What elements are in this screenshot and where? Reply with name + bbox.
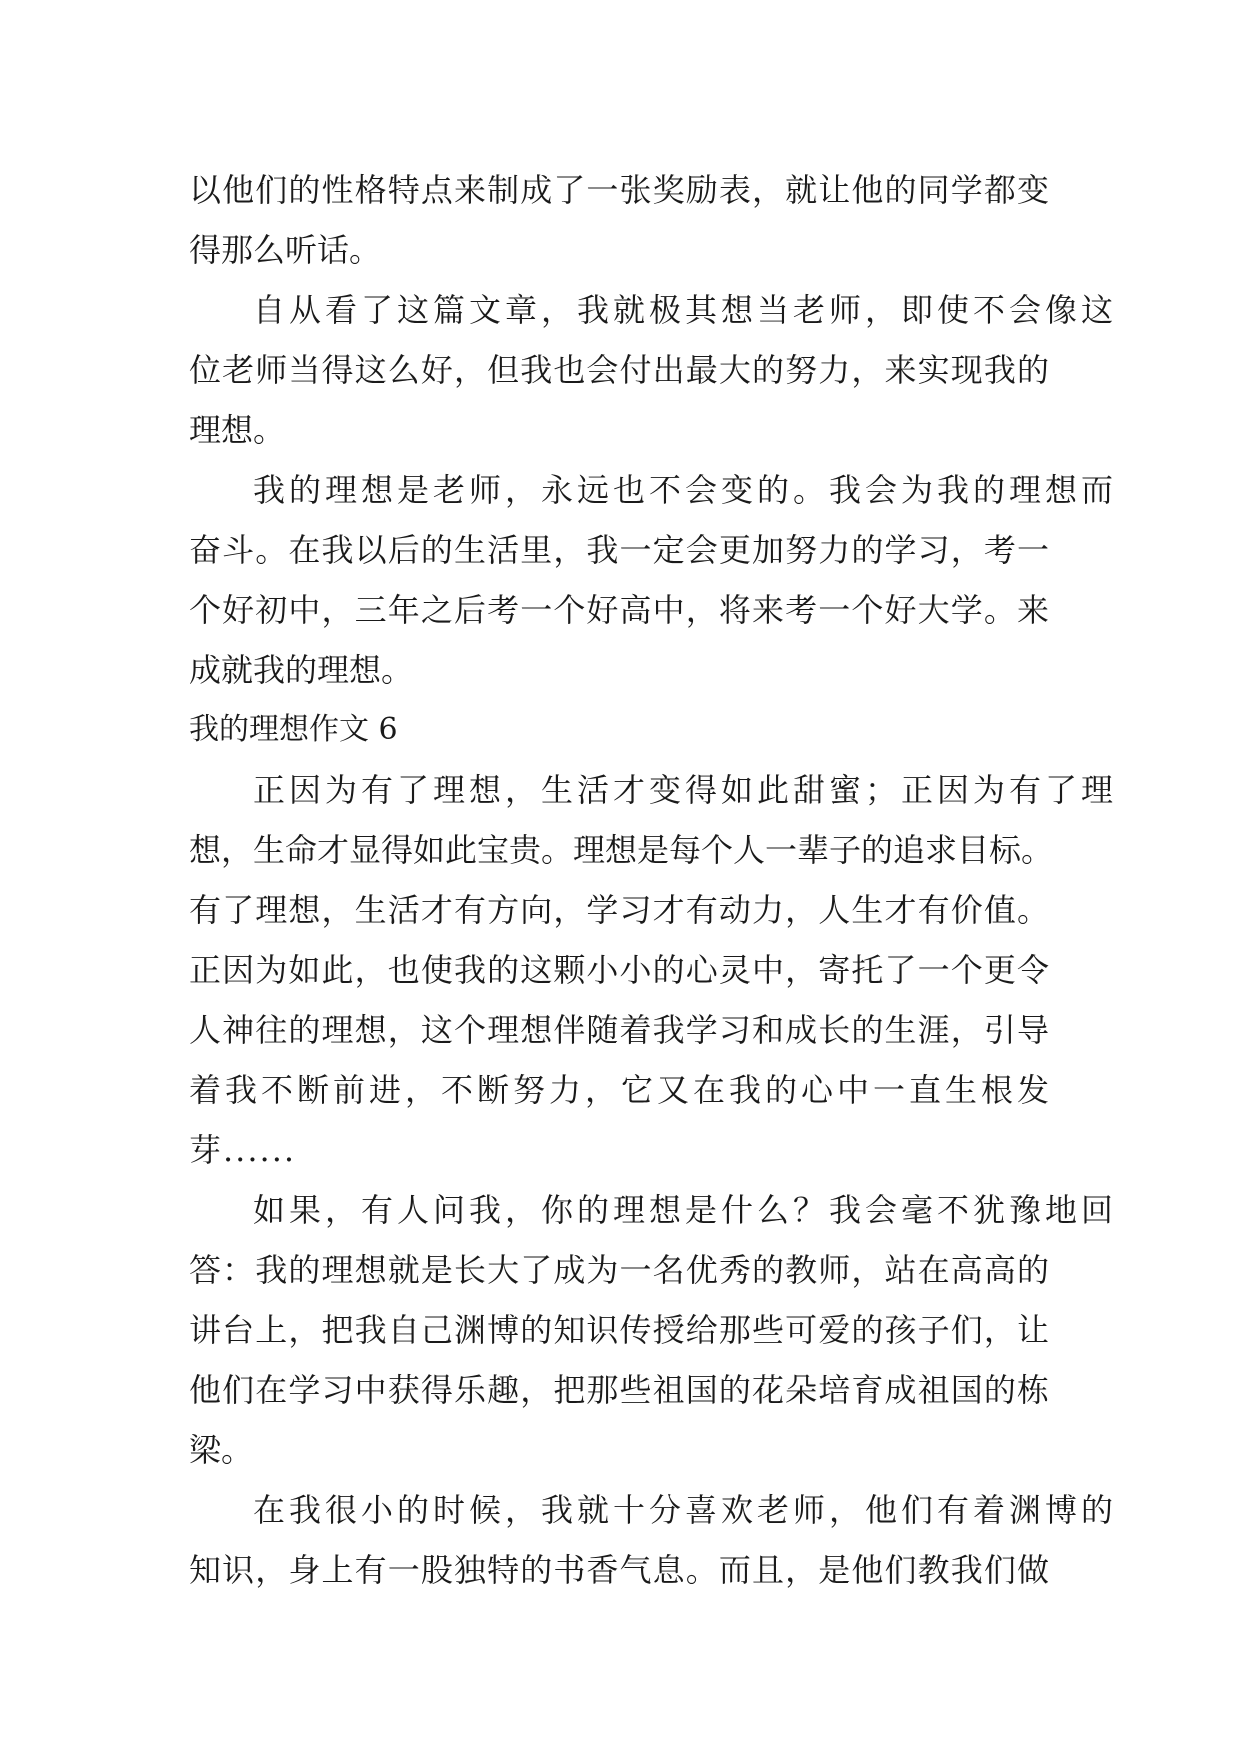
text-line: 如果，有人问我，你的理想是什么？我会毫不犹豫地回 [253,1191,1113,1229]
text-line: 我的理想是老师，永远也不会变的。我会为我的理想而 [253,471,1113,509]
text-line: 梁。 [189,1431,254,1469]
text-line: 位老师当得这么好，但我也会付出最大的努力，来实现我的 [189,351,1049,389]
text-line: 奋斗。在我以后的生活里，我一定会更加努力的学习，考一 [189,531,1049,569]
text-line: 自从看了这篇文章，我就极其想当老师，即使不会像这 [253,291,1113,329]
text-line: 理想。 [189,411,286,449]
text-line: 想，生命才显得如此宝贵。理想是每个人一辈子的追求目标。 [189,831,1054,869]
text-line: 着我不断前进，不断努力，它又在我的心中一直生根发 [189,1071,1049,1109]
text-line: 正因为如此，也使我的这颗小小的心灵中，寄托了一个更令 [189,951,1049,989]
text-line: 答：我的理想就是长大了成为一名优秀的教师，站在高高的 [189,1251,1049,1289]
text-line: 芽...... [189,1131,297,1169]
text-line: 得那么听话。 [189,231,382,269]
text-line: 以他们的性格特点来制成了一张奖励表，就让他的同学都变 [189,171,1049,209]
text-line: 成就我的理想。 [189,651,414,689]
text-line: 人神往的理想，这个理想伴随着我学习和成长的生涯，引导 [189,1011,1049,1049]
text-line: 他们在学习中获得乐趣，把那些祖国的花朵培育成祖国的栋 [189,1371,1049,1409]
text-line: 有了理想，生活才有方向，学习才有动力，人生才有价值。 [189,891,1049,929]
text-line: 个好初中，三年之后考一个好高中，将来考一个好大学。来 [189,591,1049,629]
text-line: 正因为有了理想，生活才变得如此甜蜜；正因为有了理 [253,771,1113,809]
text-line: 讲台上，把我自己渊博的知识传授给那些可爱的孩子们，让 [189,1311,1049,1349]
text-line: 知识，身上有一股独特的书香气息。而且，是他们教我们做 [189,1551,1049,1589]
text-line: 在我很小的时候，我就十分喜欢老师，他们有着渊博的 [253,1491,1113,1529]
body-text [189,160,1113,1600]
section-heading: 我的理想作文 6 [189,712,398,747]
